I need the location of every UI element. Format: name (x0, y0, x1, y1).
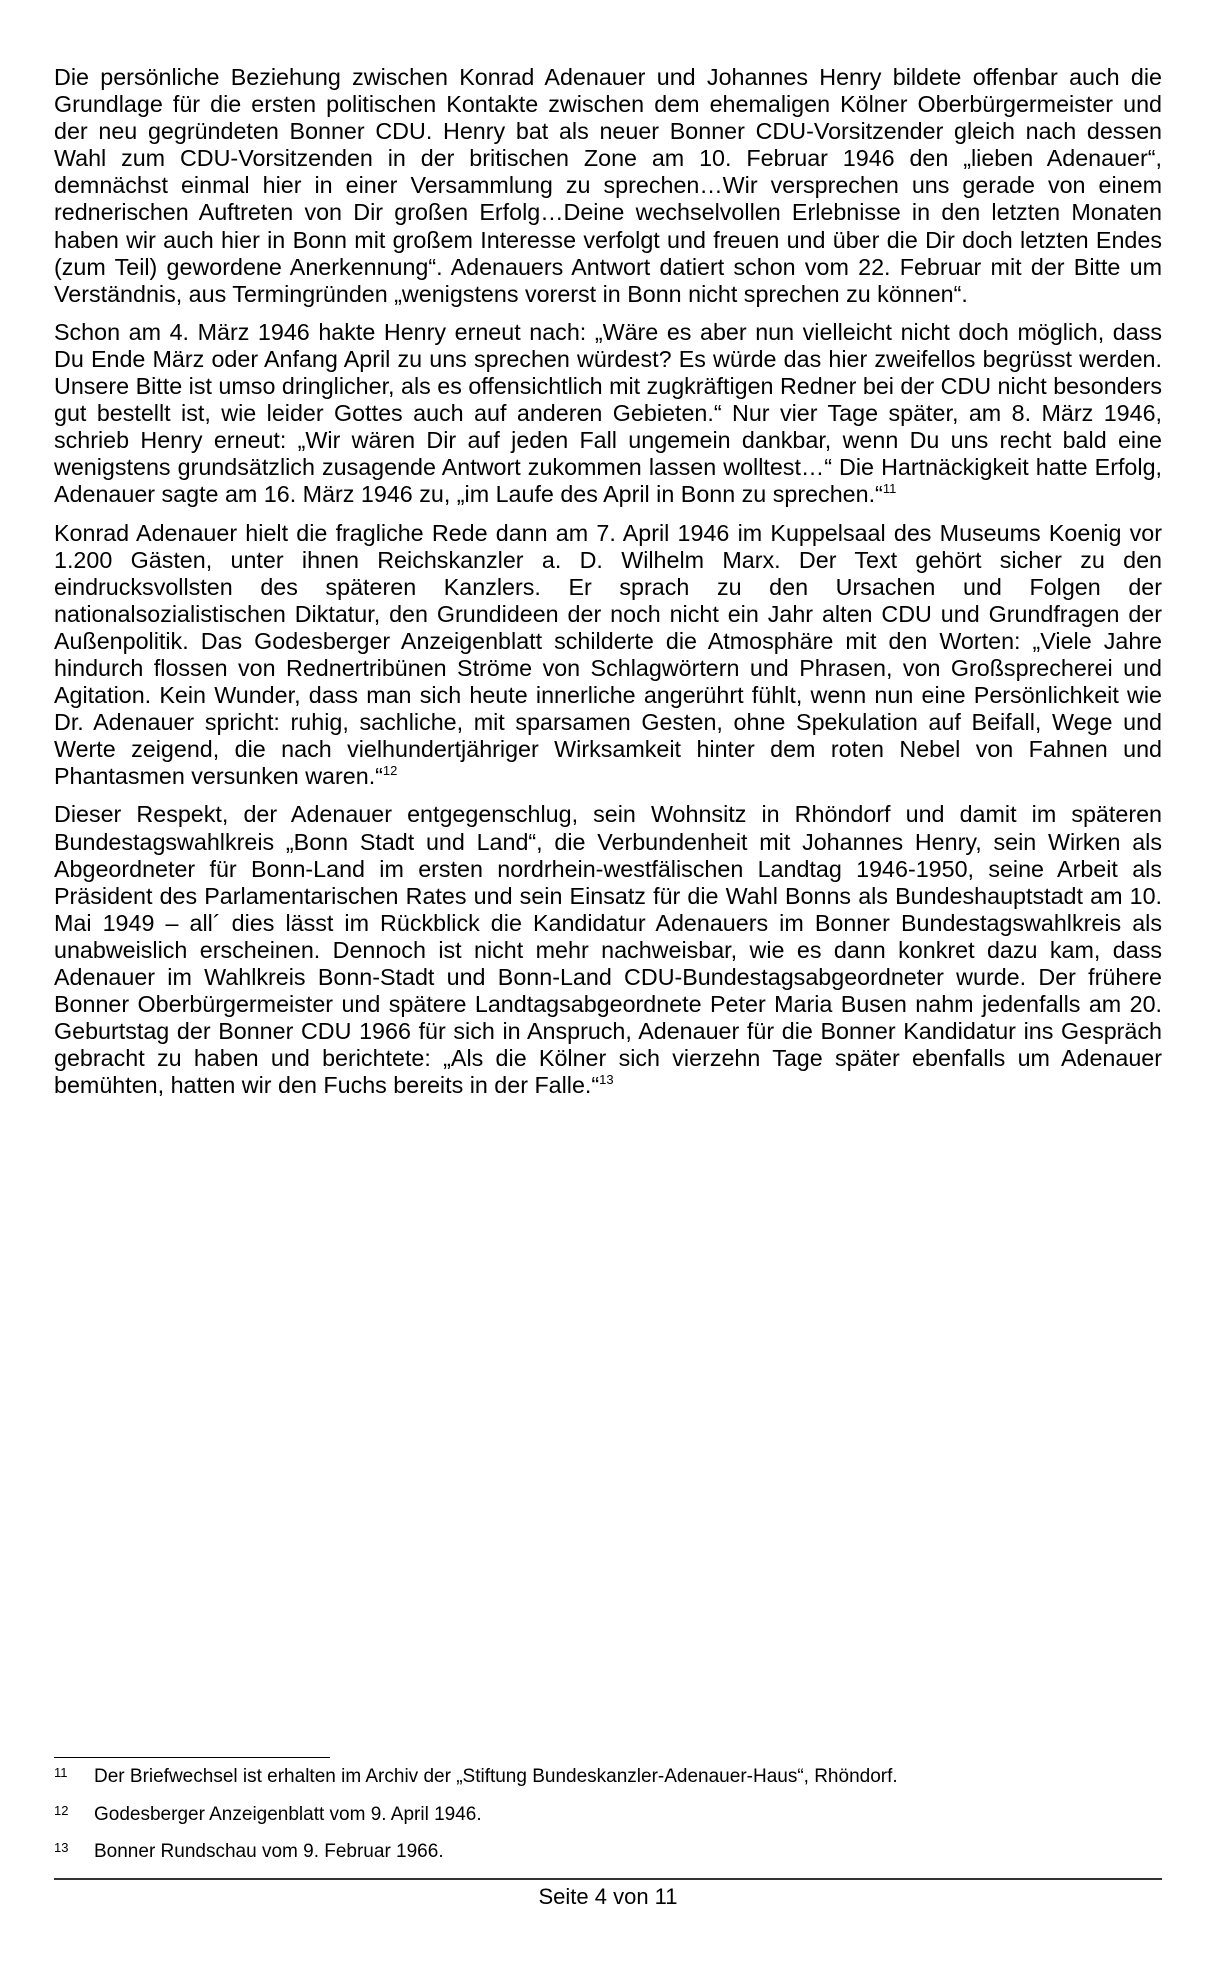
paragraph-text: Schon am 4. März 1946 hakte Henry erneut nach: „Wäre es aber nun vielleicht nicht doch möglich, dass Du Ende März oder Anfang April zu uns sprechen würdest? Es würde das hier zweifellos begrüsst werden. Unsere Bitte ist umso dringlicher, als es offensichtlich mit zugkräftigen Redner bei der CDU nicht besonders gut bestellt ist, wie leider Gottes auch auf anderen Gebieten.“ Nur vier Tage später, am 8. März 1946, schrieb Henry erneut: „Wir wären Dir auf jeden Fall ungemein dankbar, wenn Du uns recht bald eine wenigstens grundsätzlich zusagende Antwort zukommen lassen wolltest…“ Die Hartnäckigkeit hatte Erfolg, Adenauer sagte am 16. März 1946 zu, „im Laufe des April in Bonn zu sprechen.“ (54, 318, 1162, 508)
footnote (54, 1804, 1162, 1826)
footnotes (54, 1766, 1162, 1879)
footer-separator (54, 1878, 1162, 1880)
footnote-text: Godesberger Anzeigenblatt vom 9. April 1946. (94, 1803, 482, 1825)
paragraph-text: Die persönliche Beziehung zwischen Konrad Adenauer und Johannes Henry bildete offenbar auch die Grundlage für die ersten politischen Kontakte zwischen dem ehemaligen Kölner Oberbürgermeister und der neu gegründeten Bonner CDU. Henry bat als neuer Bonner CDU-Vorsitzender gleich nach dessen Wahl zum CDU-Vorsitzenden in der britischen Zone am 10. Februar 1946 den „lieben Adenauer“, demnächst einmal hier in einer Versammlung zu sprechen…Wir versprechen uns gerade von einem rednerischen Auftreten von Dir großen Erfolg…Deine wechselvollen Erlebnisse in den letzten Monaten haben wir auch hier in Bonn mit großem Interesse verfolgt und freuen und über die Dir doch letzten Endes (zum Teil) gewordene Anerkennung“. Adenauers Antwort datiert schon vom 22. Februar mit der Bitte um Verständnis, aus Termingründen „wenigstens vorerst in Bonn nicht sprechen zu können“. (54, 64, 1162, 307)
document-body (54, 64, 1162, 1110)
footnote-reference[interactable]: 13 (599, 1072, 614, 1088)
footnote-text: Der Briefwechsel ist erhalten im Archiv der „Stiftung Bundeskanzler-Adenauer-Haus“, Rhöndorf. (94, 1766, 898, 1787)
paragraph-text: Dieser Respekt, der Adenauer entgegenschlug, sein Wohnsitz in Rhöndorf und damit im späteren Bundestagswahlkreis „Bonn Stadt und Land“, die Verbundenheit mit Johannes Henry, sein Wirken als Abgeordneter für Bonn-Land im ersten nordrhein-westfälischen Landtag 1946-1950, seine Arbeit als Präsident des Parlamentarischen Rates und sein Einsatz für die Wahl Bonns als Bundeshauptstadt am 10. Mai 1949 – all´ dies lässt im Rückblick die Kandidatur Adenauers im Bonner Bundestagswahlkreis als unabweislich erscheinen. Dennoch ist nicht mehr nachweisbar, wie es dann konkret dazu kam, dass Adenauer im Wahlkreis Bonn-Stadt und Bonn-Land CDU-Bundestagsabgeordneter wurde. Der frühere Bonner Oberbürgermeister und spätere Landtagsabgeordnete Peter Maria Busen nahm jedenfalls am 20. Geburtstag der Bonner CDU 1966 für sich in Anspruch, Adenauer für die Bonner Kandidatur ins Gespräch gebracht zu haben und berichtete: „Als die Kölner sich vierzehn Tage später ebenfalls um Adenauer bemühten, hatten wir den Fuchs bereits in der Falle.“ (54, 801, 1162, 1099)
footnote-number: 11 (54, 1765, 68, 1780)
footnote-number: 12 (54, 1802, 69, 1818)
paragraph (54, 64, 1162, 308)
paragraph-text: Konrad Adenauer hielt die fragliche Rede dann am 7. April 1946 im Kuppelsaal des Museums Koenig vor 1.200 Gästen, unter ihnen Reichskanzler a. D. Wilhelm Marx. Der Text gehört sicher zu den eindrucksvollsten des späteren Kanzlers. Er sprach zu den Ursachen und Folgen der nationalsozialistischen Diktatur, den Grundideen der noch nicht ein Jahr alten CDU und Grundfragen der Außenpolitik. Das Godesberger Anzeigenblatt schilderte die Atmosphäre mit den Worten: „Viele Jahre hindurch flossen von Rednertribünen Ströme von Schlagwörtern und Phrasen, von Großsprecherei und Agitation. Kein Wunder, dass man sich heute innerliche angerührt fühlt, wenn nun eine Persönlichkeit wie Dr. Adenauer spricht: ruhig, sachliche, mit sparsamen Gesten, ohne Spekulation auf Beifall, Wege und Werte zeigend, die nach vielhundertjähriger Wirksamkeit hinter dem roten Nebel von Fahnen und Phantasmen versunken waren.“ (54, 519, 1162, 790)
footnote-number: 13 (54, 1840, 69, 1855)
footnote-text: Bonner Rundschau vom 9. Februar 1966. (94, 1841, 444, 1862)
footnote-separator (54, 1757, 330, 1758)
footnote (54, 1766, 1162, 1788)
paragraph (54, 801, 1162, 1099)
paragraph (54, 520, 1162, 791)
page-number: Seite 4 von 11 (538, 1884, 678, 1909)
footnote-reference[interactable]: 11 (882, 481, 897, 497)
footnote-reference[interactable]: 12 (382, 763, 398, 779)
paragraph (54, 319, 1162, 509)
footnote (54, 1841, 1162, 1863)
